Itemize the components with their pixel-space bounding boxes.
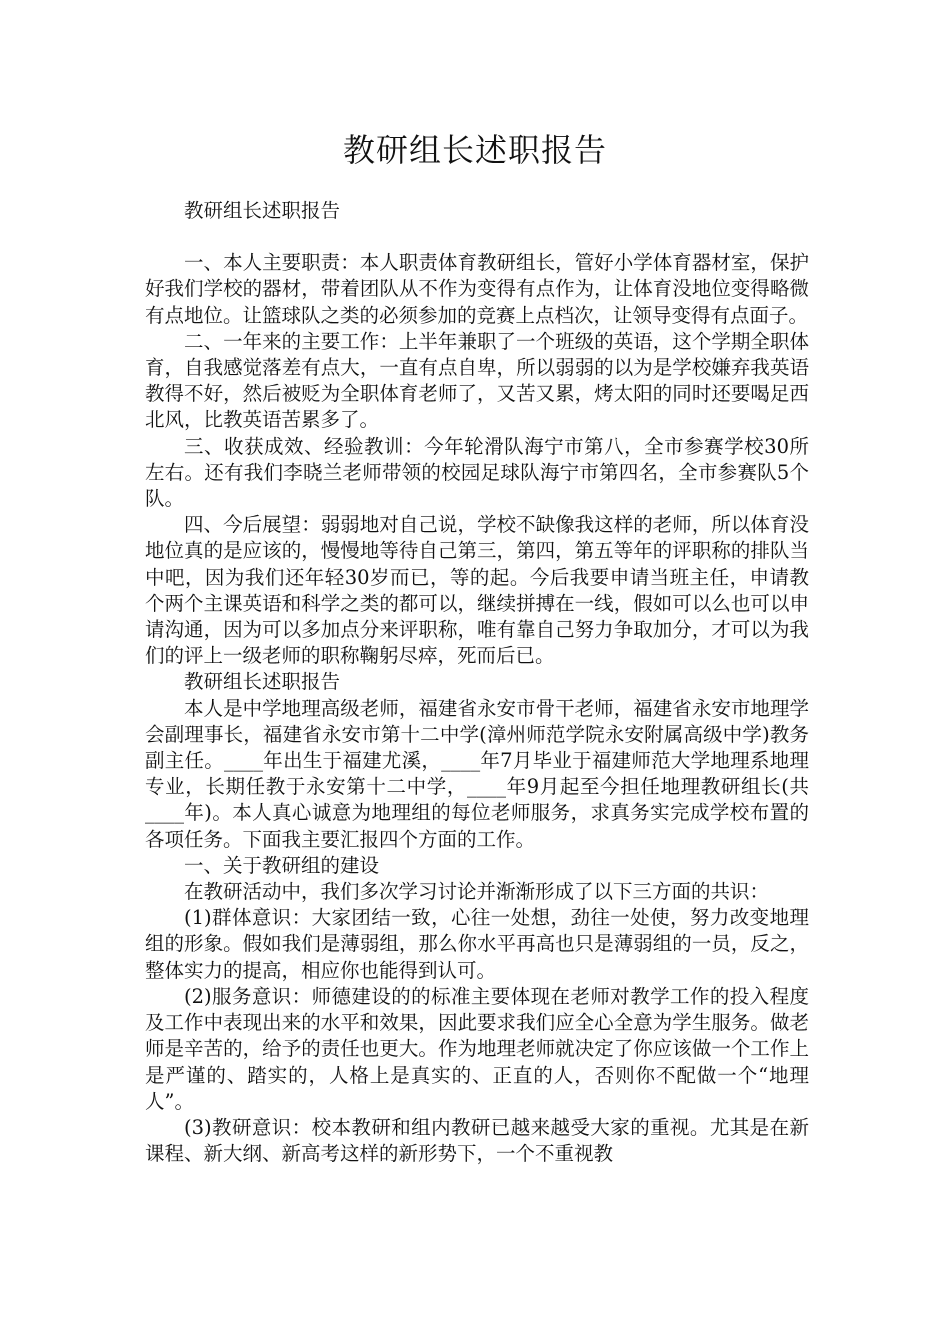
paragraph-consensus: 在教研活动中，我们多次学习讨论并渐渐形成了以下三方面的共识：	[184, 880, 770, 904]
paragraph-introduction: 本人是中学地理高级老师，福建省永安市骨干老师，福建省永安市地理学会副理事长，福建省永安市第十二中学(漳州师范学院永安附属高级中学)教务副主任。____年出生于福建尤溪，____年7月毕业于福建师范大学地理系地理专业，长期任教于永安第十二中学，____年9月起至今担任地理教研组长(共____年)。本人真心诚意为地理组的每位老师服务，求真务实完成学校布置的各项任务。下面我主要汇报四个方面的工作。	[145, 696, 809, 851]
section-subtitle: 教研组长述职报告	[184, 199, 341, 222]
document-body	[145, 198, 809, 1167]
document-title: 教研组长述职报告	[342, 131, 607, 169]
paragraph-main-work: 二、一年来的主要工作：上半年兼职了一个班级的英语，这个学期全职体育，自我感觉落差有点大，一直有点自卑，所以弱弱的以为是学校嫌弃我英语教得不好，然后被贬为全职体育老师了，又苦又累，烤太阳的同时还要喝足西北风，比教英语苦累多了。	[145, 329, 809, 432]
paragraph-outlook: 四、今后展望：弱弱地对自己说，学校不缺像我这样的老师，所以体育没地位真的是应该的，慢慢地等待自己第三，第四，第五等年的评职称的排队当中吧，因为我们还年轻30岁而已，等的起。今后我要申请当班主任，申请教个两个主课英语和科学之类的都可以，继续拼搏在一线，假如可以么也可以申请沟通，因为可以多加点分来评职称，唯有靠自己努力争取加分，才可以为我们的评上一级老师的职称鞠躬尽瘁，死而后已。	[145, 513, 809, 668]
paragraph-achievements: 三、收获成效、经验教训：今年轮滑队海宁市第八，全市参赛学校30所左右。还有我们李晓兰老师带领的校园足球队海宁市第四名，全市参赛队5个队。	[145, 434, 809, 511]
paragraph-group-awareness: (1)群体意识：大家团结一致，心往一处想，劲往一处使，努力改变地理组的形象。假如我们是薄弱组，那么你水平再高也只是薄弱组的一员，反之，整体实力的提高，相应你也能得到认可。	[145, 906, 809, 982]
paragraph-service-awareness: (2)服务意识：师德建设的的标准主要体现在老师对教学工作的投入程度及工作中表现出来的水平和效果，因此要求我们应全心全意为学生服务。做老师是辛苦的，给予的责任也更大。作为地理老师就决定了你应该做一个工作上是严谨的、踏实的，人格上是真实的、正直的人，否则你不配做一个“地理人”。	[145, 984, 809, 1113]
section-subtitle-2: 教研组长述职报告	[184, 670, 341, 694]
section-heading-group-building: 一、关于教研组的建设	[184, 853, 380, 877]
paragraph-duties: 一、本人主要职责：本人职责体育教研组长，管好小学体育器材室，保护好我们学校的器材，带着团队从不作为变得有点作为，让体育没地位变得略微有点地位。让篮球队之类的必须参加的竞赛上点档次，让领导变得有点面子。	[145, 251, 809, 327]
paragraph-research-awareness: (3)教研意识：校本教研和组内教研已越来越受大家的重视。尤其是在新课程、新大纲、新高考这样的新形势下，一个不重视教	[145, 1115, 809, 1166]
